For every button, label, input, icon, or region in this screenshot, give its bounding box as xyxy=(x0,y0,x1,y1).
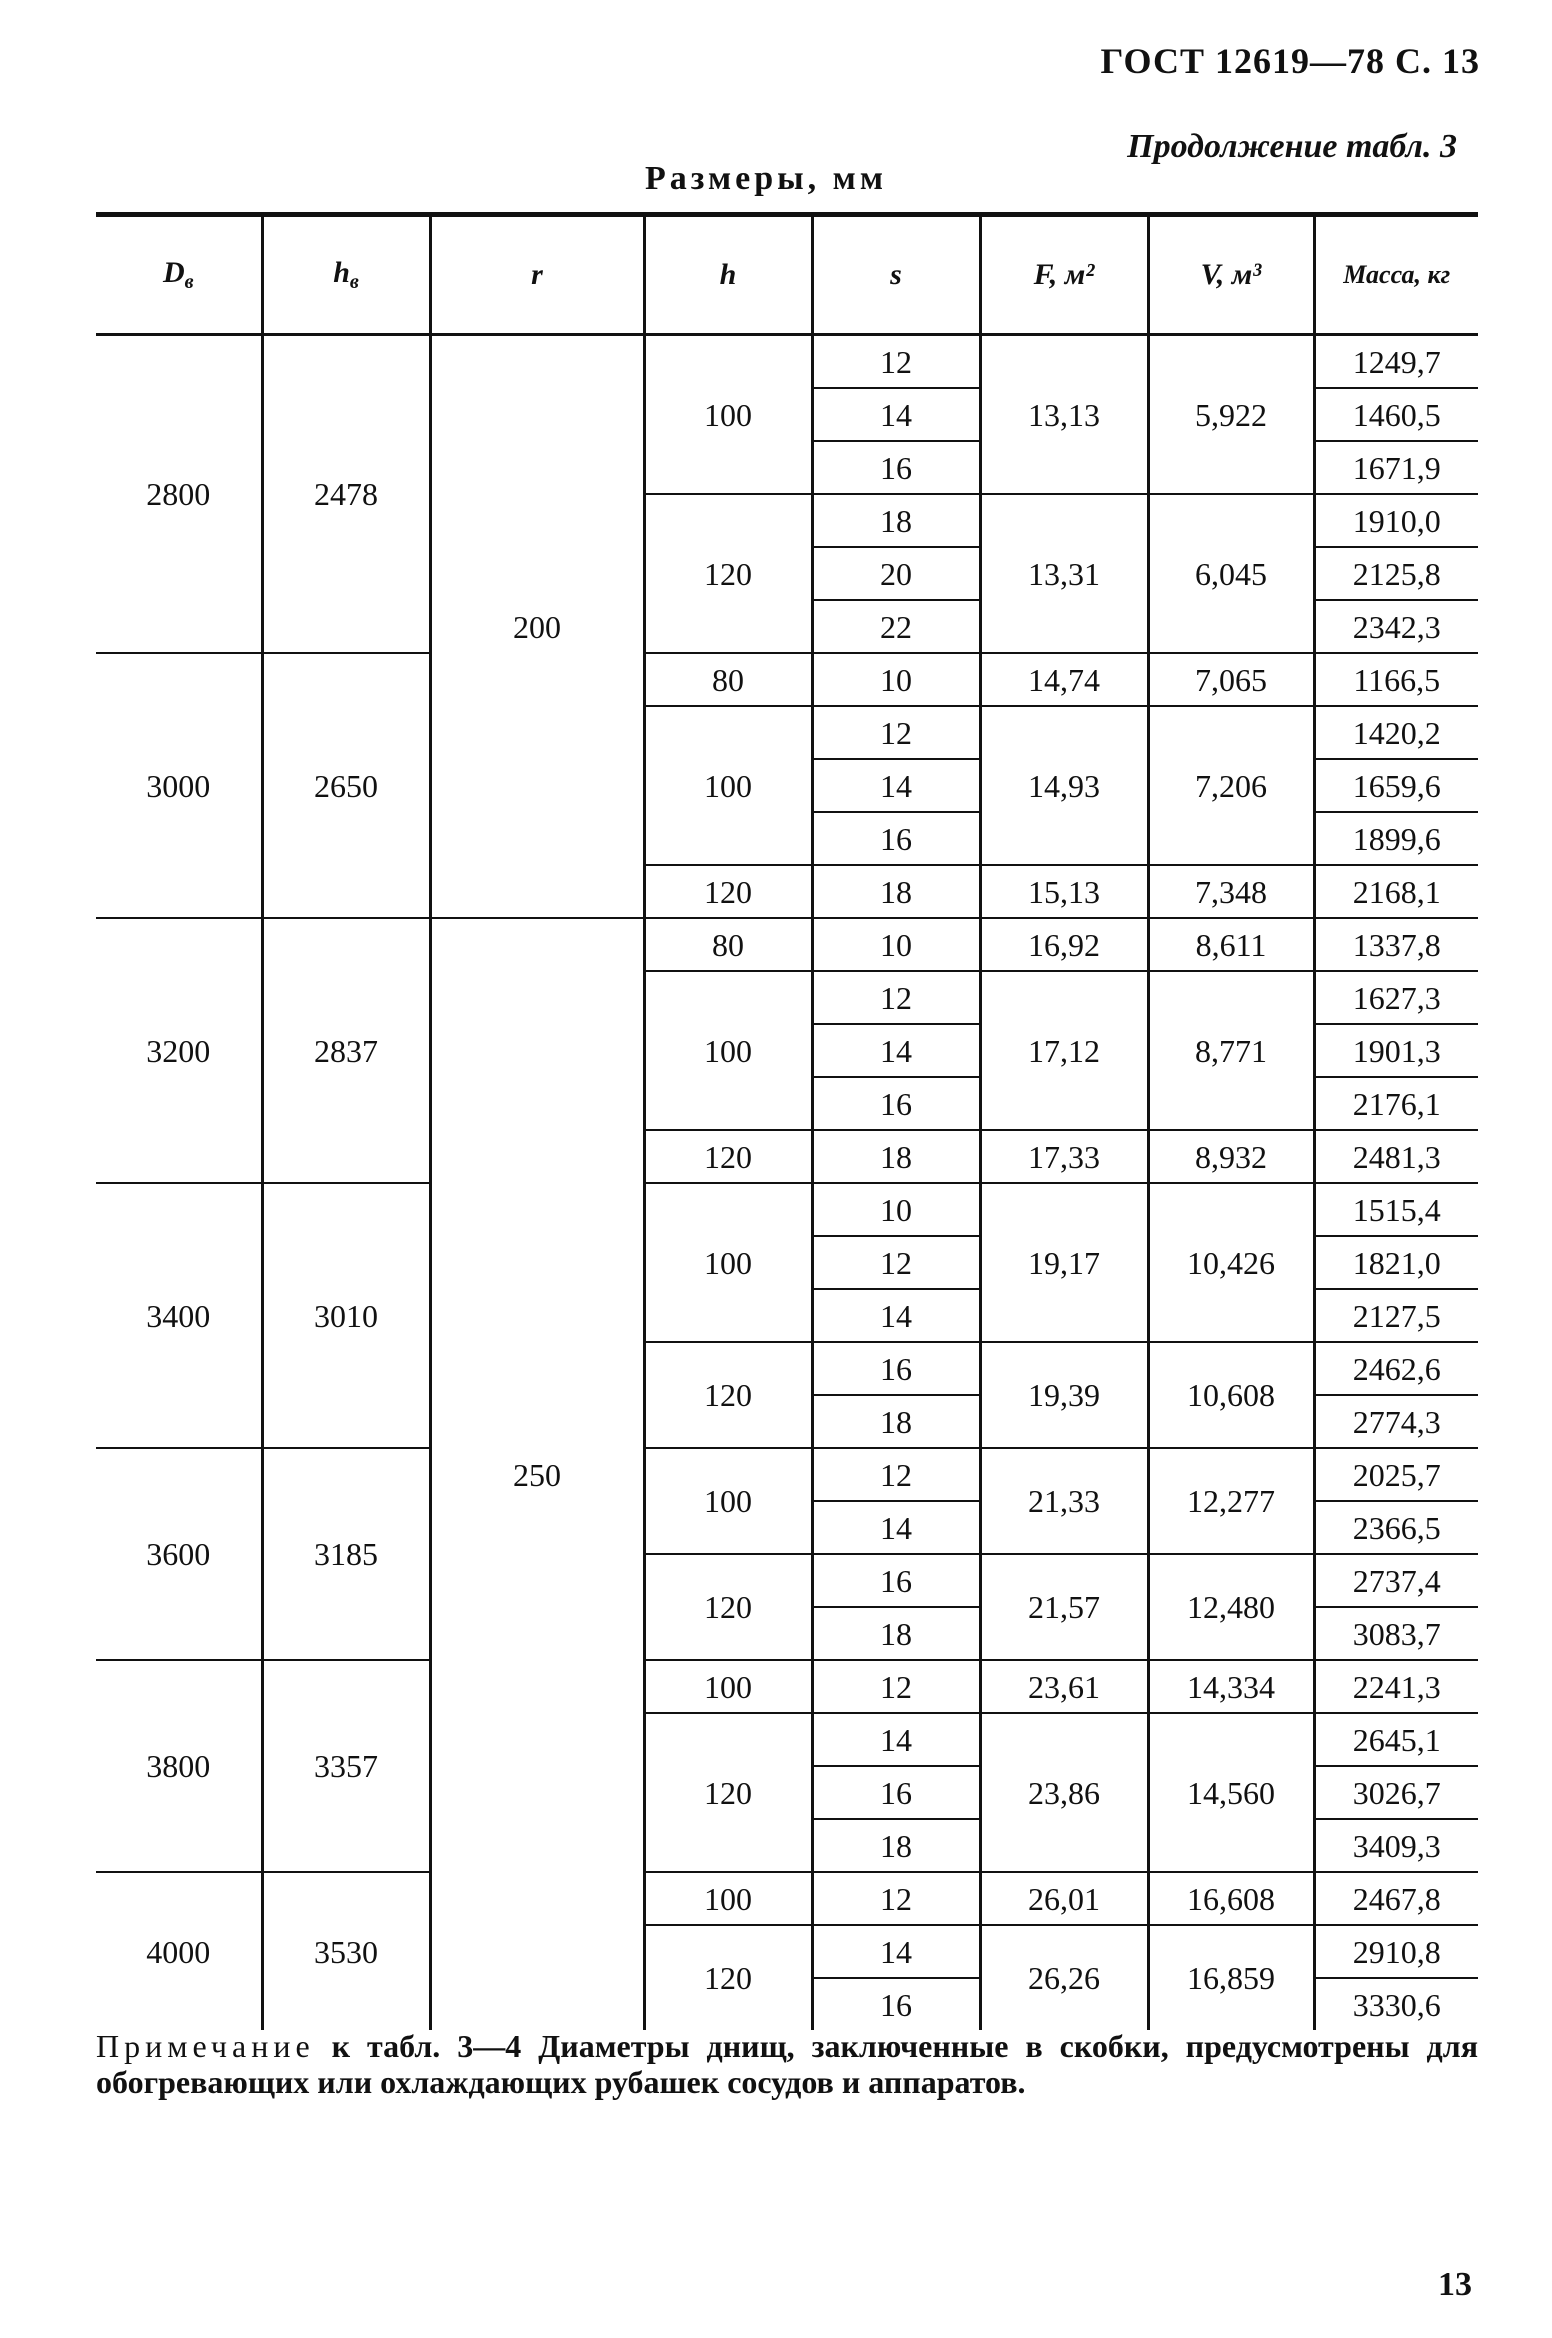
cell-r: 200 xyxy=(430,335,644,919)
cell-f: 13,13 xyxy=(980,335,1148,495)
column-header-v: V, м³ xyxy=(1148,215,1314,335)
cell-h: 100 xyxy=(644,971,812,1130)
cell-mass: 2737,4 xyxy=(1314,1554,1478,1607)
cell-mass: 1627,3 xyxy=(1314,971,1478,1024)
cell-v: 14,334 xyxy=(1148,1660,1314,1713)
cell-h: 80 xyxy=(644,918,812,971)
cell-h: 120 xyxy=(644,865,812,918)
cell-dv: 3200 xyxy=(96,918,262,1183)
cell-v: 8,611 xyxy=(1148,918,1314,971)
column-header-r: r xyxy=(430,215,644,335)
cell-dv: 3000 xyxy=(96,653,262,918)
cell-hv: 3357 xyxy=(262,1660,430,1872)
cell-s: 12 xyxy=(812,1872,980,1925)
cell-h: 100 xyxy=(644,1183,812,1342)
cell-v: 8,771 xyxy=(1148,971,1314,1130)
cell-mass: 1899,6 xyxy=(1314,812,1478,865)
cell-v: 10,608 xyxy=(1148,1342,1314,1448)
table-continuation-label: Продолжение табл. 3 xyxy=(1127,128,1457,165)
cell-hv: 2478 xyxy=(262,335,430,654)
cell-mass: 2366,5 xyxy=(1314,1501,1478,1554)
cell-mass: 2125,8 xyxy=(1314,547,1478,600)
cell-v: 10,426 xyxy=(1148,1183,1314,1342)
cell-v: 16,608 xyxy=(1148,1872,1314,1925)
cell-mass: 2127,5 xyxy=(1314,1289,1478,1342)
cell-s: 16 xyxy=(812,1978,980,2030)
dimensions-table xyxy=(96,212,1478,2030)
cell-mass: 2467,8 xyxy=(1314,1872,1478,1925)
table-body xyxy=(96,335,1478,2031)
dimensions-table-container xyxy=(96,212,1478,2030)
cell-dv: 3800 xyxy=(96,1660,262,1872)
note-lead: Примечание xyxy=(96,2028,315,2064)
cell-s: 18 xyxy=(812,1395,980,1448)
cell-f: 26,01 xyxy=(980,1872,1148,1925)
cell-mass: 1337,8 xyxy=(1314,918,1478,971)
table-row xyxy=(96,1448,1478,1501)
cell-h: 120 xyxy=(644,494,812,653)
cell-mass: 1166,5 xyxy=(1314,653,1478,706)
cell-s: 12 xyxy=(812,971,980,1024)
cell-s: 14 xyxy=(812,1501,980,1554)
cell-hv: 3185 xyxy=(262,1448,430,1660)
cell-s: 22 xyxy=(812,600,980,653)
cell-s: 18 xyxy=(812,1607,980,1660)
cell-hv: 3530 xyxy=(262,1872,430,2030)
note-text: к табл. 3—4 Диаметры днищ, заключенные в скобки, предусмотрены для обогревающих или охлаждающих рубашек сосудов и аппаратов. xyxy=(96,2028,1479,2100)
cell-f: 21,57 xyxy=(980,1554,1148,1660)
cell-s: 20 xyxy=(812,547,980,600)
cell-mass: 3409,3 xyxy=(1314,1819,1478,1872)
cell-s: 14 xyxy=(812,759,980,812)
cell-r: 250 xyxy=(430,918,644,2030)
cell-s: 14 xyxy=(812,1925,980,1978)
cell-h: 120 xyxy=(644,1130,812,1183)
cell-mass: 2241,3 xyxy=(1314,1660,1478,1713)
cell-h: 120 xyxy=(644,1713,812,1872)
column-header-f: F, м² xyxy=(980,215,1148,335)
cell-f: 15,13 xyxy=(980,865,1148,918)
document-standard-header: ГОСТ 12619—78 С. 13 xyxy=(1100,41,1480,81)
cell-mass: 1659,6 xyxy=(1314,759,1478,812)
cell-h: 120 xyxy=(644,1925,812,2030)
cell-s: 18 xyxy=(812,1130,980,1183)
cell-v: 12,480 xyxy=(1148,1554,1314,1660)
cell-v: 5,922 xyxy=(1148,335,1314,495)
cell-hv: 2650 xyxy=(262,653,430,918)
cell-mass: 3026,7 xyxy=(1314,1766,1478,1819)
cell-v: 7,206 xyxy=(1148,706,1314,865)
cell-s: 14 xyxy=(812,1713,980,1766)
cell-dv: 3400 xyxy=(96,1183,262,1448)
cell-f: 13,31 xyxy=(980,494,1148,653)
column-header-s: s xyxy=(812,215,980,335)
cell-v: 8,932 xyxy=(1148,1130,1314,1183)
cell-s: 12 xyxy=(812,1660,980,1713)
table-row xyxy=(96,918,1478,971)
cell-mass: 2645,1 xyxy=(1314,1713,1478,1766)
cell-h: 100 xyxy=(644,706,812,865)
cell-mass: 3083,7 xyxy=(1314,1607,1478,1660)
cell-mass: 1671,9 xyxy=(1314,441,1478,494)
cell-s: 16 xyxy=(812,1342,980,1395)
cell-s: 18 xyxy=(812,1819,980,1872)
cell-h: 80 xyxy=(644,653,812,706)
cell-s: 12 xyxy=(812,1448,980,1501)
column-header-hv: $h_в$ xyxy=(262,215,430,335)
cell-mass: 2168,1 xyxy=(1314,865,1478,918)
cell-mass: 2462,6 xyxy=(1314,1342,1478,1395)
cell-s: 10 xyxy=(812,1183,980,1236)
cell-s: 16 xyxy=(812,1554,980,1607)
cell-s: 10 xyxy=(812,918,980,971)
table-row xyxy=(96,653,1478,706)
cell-f: 23,61 xyxy=(980,1660,1148,1713)
table-header-row xyxy=(96,215,1478,335)
column-header-mass: Масса, кг xyxy=(1314,215,1478,335)
cell-mass: 2342,3 xyxy=(1314,600,1478,653)
cell-hv: 3010 xyxy=(262,1183,430,1448)
cell-h: 100 xyxy=(644,1448,812,1554)
cell-s: 16 xyxy=(812,1077,980,1130)
cell-mass: 3330,6 xyxy=(1314,1978,1478,2030)
cell-s: 12 xyxy=(812,706,980,759)
table-row xyxy=(96,1660,1478,1713)
table-row xyxy=(96,1183,1478,1236)
cell-v: 12,277 xyxy=(1148,1448,1314,1554)
table-note xyxy=(96,2028,1478,2100)
cell-mass: 1460,5 xyxy=(1314,388,1478,441)
cell-f: 14,93 xyxy=(980,706,1148,865)
cell-f: 19,17 xyxy=(980,1183,1148,1342)
cell-h: 100 xyxy=(644,1660,812,1713)
cell-s: 12 xyxy=(812,335,980,389)
cell-f: 17,12 xyxy=(980,971,1148,1130)
cell-f: 23,86 xyxy=(980,1713,1148,1872)
cell-s: 16 xyxy=(812,441,980,494)
cell-h: 120 xyxy=(644,1554,812,1660)
cell-f: 19,39 xyxy=(980,1342,1148,1448)
cell-f: 17,33 xyxy=(980,1130,1148,1183)
cell-v: 7,348 xyxy=(1148,865,1314,918)
table-row xyxy=(96,335,1478,389)
cell-mass: 1910,0 xyxy=(1314,494,1478,547)
column-header-h: h xyxy=(644,215,812,335)
cell-dv: 4000 xyxy=(146,1933,211,1970)
cell-mass: 2025,7 xyxy=(1314,1448,1478,1501)
cell-f: 14,74 xyxy=(980,653,1148,706)
cell-v: 16,859 xyxy=(1148,1925,1314,2030)
cell-mass: 2481,3 xyxy=(1314,1130,1478,1183)
cell-mass: 1249,7 xyxy=(1314,335,1478,389)
cell-s: 16 xyxy=(812,812,980,865)
cell-s: 12 xyxy=(812,1236,980,1289)
cell-mass: 2176,1 xyxy=(1314,1077,1478,1130)
cell-s: 18 xyxy=(812,494,980,547)
cell-dv: 2800 xyxy=(96,335,262,654)
cell-f: 26,26 xyxy=(980,1925,1148,2030)
cell-h: 120 xyxy=(644,1342,812,1448)
table-row xyxy=(96,1872,1478,1925)
cell-v: 6,045 xyxy=(1148,494,1314,653)
page-number: 13 xyxy=(1438,2266,1472,2303)
cell-hv: 2837 xyxy=(262,918,430,1183)
cell-mass: 1515,4 xyxy=(1314,1183,1478,1236)
cell-s: 14 xyxy=(812,388,980,441)
cell-mass: 1901,3 xyxy=(1314,1024,1478,1077)
cell-s: 14 xyxy=(812,1024,980,1077)
cell-dv: 3600 xyxy=(96,1448,262,1660)
cell-mass: 1420,2 xyxy=(1314,706,1478,759)
cell-h: 100 xyxy=(644,1872,812,1925)
cell-s: 16 xyxy=(812,1766,980,1819)
cell-mass: 1821,0 xyxy=(1314,1236,1478,1289)
units-caption: Размеры, мм xyxy=(645,160,887,197)
cell-mass: 2774,3 xyxy=(1314,1395,1478,1448)
cell-f: 21,33 xyxy=(980,1448,1148,1554)
cell-v: 7,065 xyxy=(1148,653,1314,706)
cell-s: 10 xyxy=(812,653,980,706)
cell-s: 14 xyxy=(812,1289,980,1342)
column-header-dv: $D_в$ xyxy=(96,215,262,335)
cell-h: 100 xyxy=(644,335,812,495)
cell-f: 16,92 xyxy=(980,918,1148,971)
cell-mass: 2910,8 xyxy=(1314,1925,1478,1978)
cell-s: 18 xyxy=(812,865,980,918)
cell-v: 14,560 xyxy=(1148,1713,1314,1872)
